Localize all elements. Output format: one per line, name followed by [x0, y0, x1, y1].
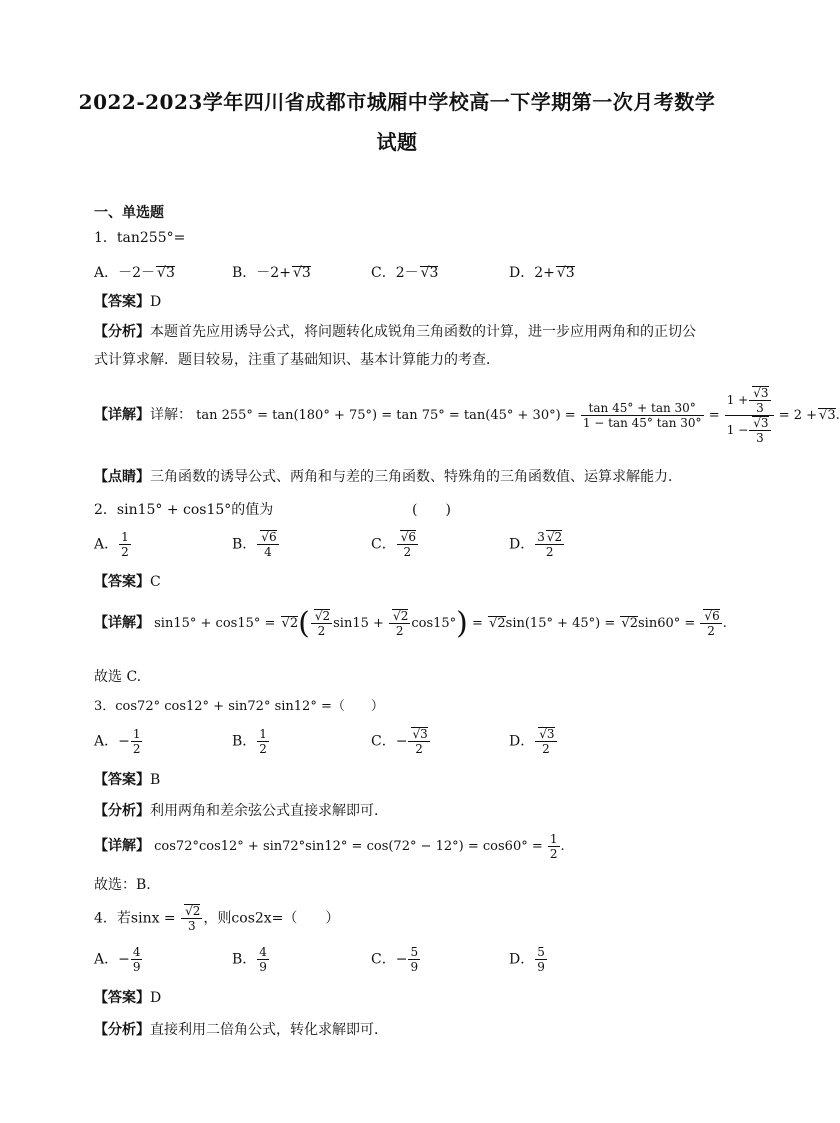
q2-detail: 【详解】 sin15° + cos15° = √ 2( √ $\frac{2}{2}$ sin15 + √ $\frac{2}{2}$ cos15°) = √ 2sin(15° + 45°) = √ 2sin60° = √ $\frac{6}{2}$ .	[94, 606, 727, 641]
document-title	[60, 82, 734, 162]
q1-analysis: 【分析】本题首先应用诱导公式，将问题转化成锐角三角函数的计算，进一步应用两角和的正切公式计算求解．题目较易，注重了基础知识、基本计算能力的考查．	[94, 324, 696, 368]
q3-answer: 【答案】B	[94, 772, 161, 788]
q4-option-b: B． $\frac{4}{9}$	[232, 945, 267, 974]
q1-option-b: B．－2+√ 3	[232, 262, 311, 282]
q1-option-a: A．－2－√ 3	[94, 262, 175, 282]
q2-option-b: B． √ $\frac{6}{4}$	[232, 530, 280, 559]
q3-analysis: 【分析】利用两角和差余弦公式直接求解即可.	[94, 803, 379, 819]
q2-answer: 【答案】C	[94, 574, 161, 590]
q2-option-c: C． √ $\frac{6}{2}$	[371, 530, 419, 559]
q4-analysis: 【分析】直接利用二倍角公式，转化求解即可．	[94, 1022, 388, 1038]
q1-detail: 【详解】详解： tan 255° = tan(180° + 75°) = tan 75° = tan(45° + 30°) = $\frac{\tan 45^\circ + \tan 30^\circ}{1 - \tan 45^\circ \tan 30^\circ}$ = 1 + √ $\frac{3}{3}$ 1 − √ $\frac{3}{3}$ = 2 +√ 3.	[94, 386, 840, 445]
title-line-1: 2022-2023学年四川省成都市城厢中学校高一下学期第一次月考数学	[78, 90, 716, 114]
section-heading: 一、单选题	[94, 205, 164, 221]
q1-answer: 【答案】D	[94, 294, 162, 310]
q2-option-d: D． $\frac{3√ 2}{2}$	[509, 530, 565, 559]
q4-stem: 4．若sinx = √ $\frac{2}{3}$ ，则cos2x=（ ）	[94, 904, 339, 933]
q3-conclusion: 故选：B.	[94, 877, 151, 893]
q2-stem: 2．sin15° + cos15°的值为 ( )	[94, 502, 451, 518]
q3-option-d: D． √ $\frac{3}{2}$	[509, 727, 558, 756]
q3-option-b: B． $\frac{1}{2}$	[232, 727, 267, 756]
q3-stem: 3．cos72° cos12° + sin72° sin12° =（ ）	[94, 699, 384, 714]
q4-option-d: D． $\frac{5}{9}$	[509, 945, 545, 974]
q4-option-a: A．− $\frac{4}{9}$	[94, 945, 141, 974]
q1-option-c: C．2－√ 3	[371, 262, 438, 282]
q3-detail: 【详解】 cos72°cos12° + sin72°sin12° = cos(72° − 12°) = cos60° = $\frac{1}{2}$ .	[94, 832, 565, 861]
q2-conclusion: 故选 C.	[94, 669, 142, 685]
q4-answer: 【答案】D	[94, 990, 162, 1006]
q3-option-a: A．− $\frac{1}{2}$	[94, 727, 141, 756]
q2-option-a: A． $\frac{1}{2}$	[94, 530, 129, 559]
q1-option-d: D．2+√ 3	[509, 262, 575, 282]
q1-stem: 1．tan255°=	[94, 230, 186, 246]
q3-option-c: C．− √ $\frac{3}{2}$	[371, 727, 431, 756]
title-line-2: 试题	[376, 130, 418, 154]
q1-comment: 【点睛】三角函数的诱导公式、两角和与差的三角函数、特殊角的三角函数值、运算求解能力．	[94, 469, 682, 485]
q4-option-c: C．− $\frac{5}{9}$	[371, 945, 419, 974]
